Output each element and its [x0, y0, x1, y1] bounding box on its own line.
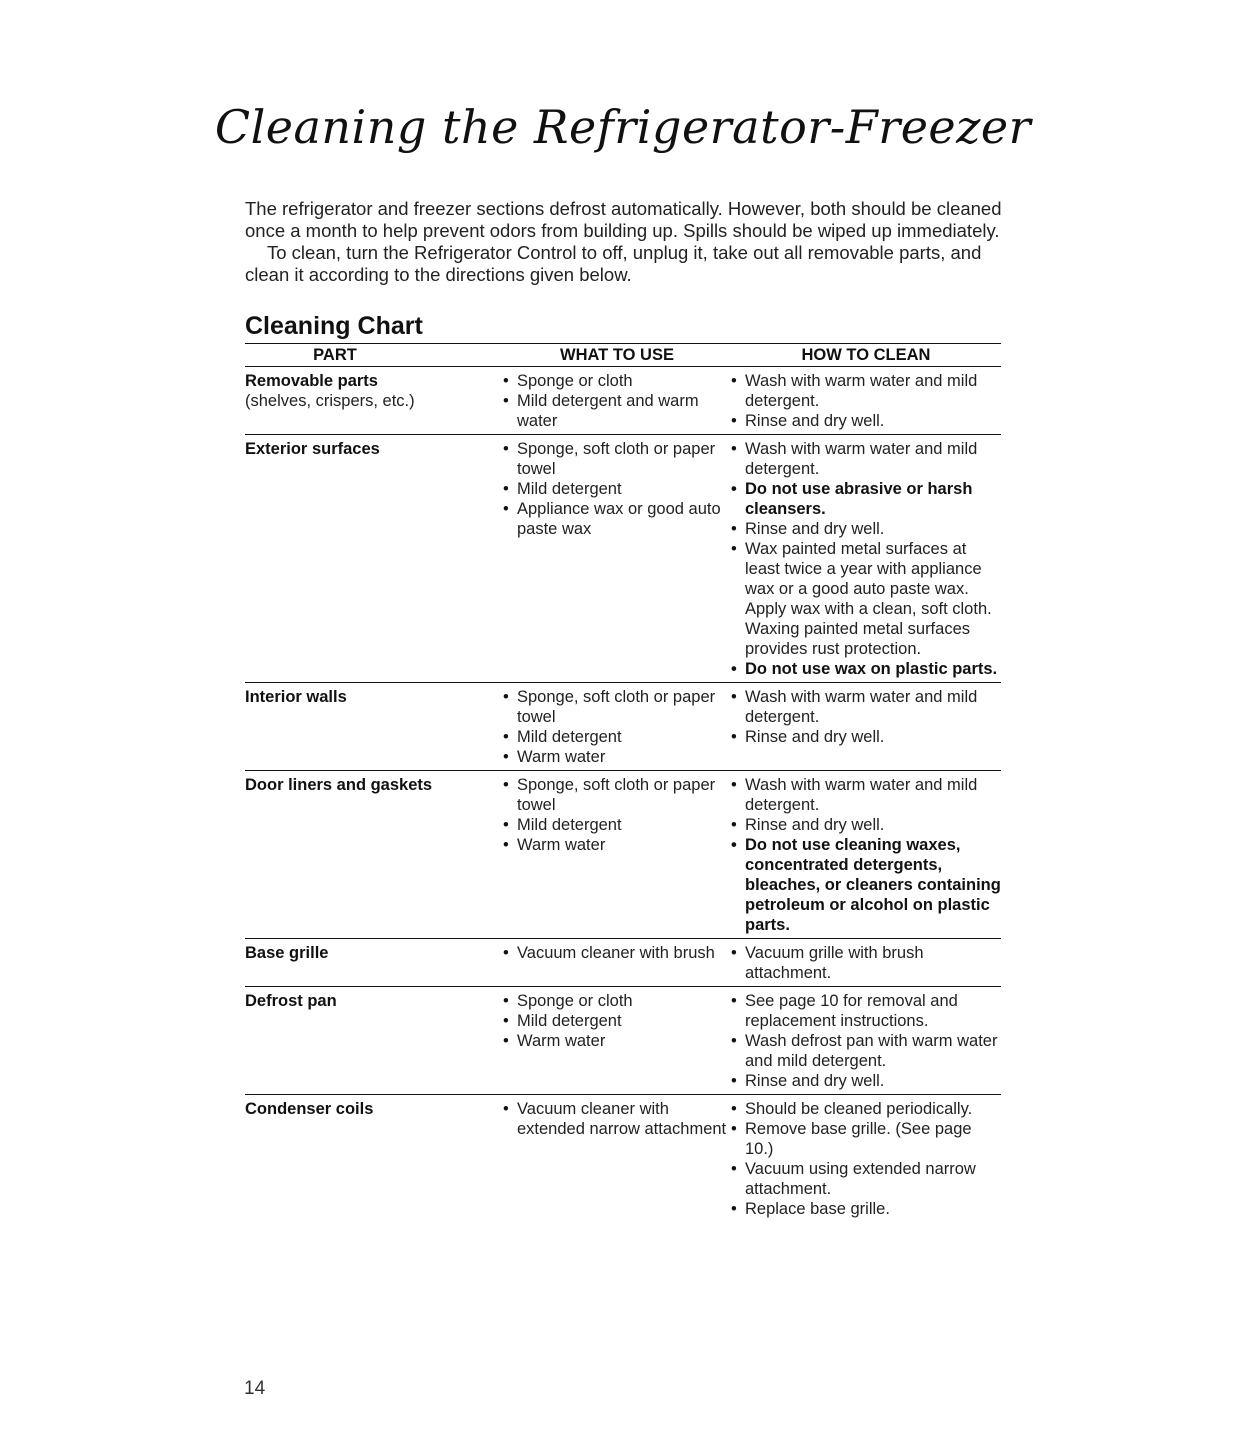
- what-to-use-cell: [503, 943, 731, 983]
- how-to-clean-item: • Wash with warm water and mild detergent.: [731, 687, 1001, 727]
- part-cell: [245, 371, 503, 431]
- table-row: [245, 367, 1001, 435]
- part-cell: [245, 439, 503, 679]
- how-to-clean-list: [731, 371, 1001, 431]
- what-to-use-item: • Mild detergent: [503, 727, 731, 747]
- intro-paragraph: To clean, turn the Refrigerator Control to off, unplug it, take out all removable parts, and clean it according to the directions given below.: [245, 242, 982, 285]
- how-to-clean-item: • Vacuum grille with brush attachment.: [731, 943, 1001, 983]
- table-row: [245, 771, 1001, 939]
- what-to-use-cell: [503, 991, 731, 1091]
- how-to-clean-item: • Rinse and dry well.: [731, 1071, 1001, 1091]
- what-to-use-list: [503, 991, 731, 1051]
- part-cell: [245, 991, 503, 1091]
- what-to-use-item: • Vacuum cleaner with brush: [503, 943, 731, 963]
- what-to-use-list: [503, 439, 731, 539]
- cleaning-chart-table: [245, 343, 1001, 1222]
- what-to-use-list: [503, 943, 731, 963]
- what-to-use-item: • Sponge, soft cloth or paper towel: [503, 687, 731, 727]
- what-to-use-item: • Mild detergent: [503, 815, 731, 835]
- part-name: Removable parts: [245, 372, 378, 390]
- what-to-use-cell: [503, 775, 731, 935]
- how-to-clean-item: • Rinse and dry well.: [731, 519, 1001, 539]
- how-to-clean-list: [731, 1099, 1001, 1219]
- column-header-part: PART: [313, 346, 357, 364]
- how-to-clean-item: • Rinse and dry well.: [731, 727, 1001, 747]
- how-to-clean-cell: [731, 775, 1001, 935]
- table-row: [245, 1095, 1001, 1222]
- column-header-what: WHAT TO USE: [560, 346, 674, 364]
- how-to-clean-list: [731, 991, 1001, 1091]
- how-to-clean-cell: [731, 687, 1001, 767]
- how-to-clean-cell: [731, 1099, 1001, 1219]
- how-to-clean-cell: [731, 991, 1001, 1091]
- what-to-use-item: • Warm water: [503, 747, 731, 767]
- page-title: Cleaning the Refrigerator-Freezer: [214, 100, 1032, 154]
- warning-item: • Do not use cleaning waxes, concentrated detergents, bleaches, or cleaners containing petroleum or alcohol on plastic parts.: [731, 835, 1001, 935]
- how-to-clean-item: • Vacuum using extended narrow attachment.: [731, 1159, 1001, 1199]
- how-to-clean-item: • See page 10 for removal and replacement instructions.: [731, 991, 1001, 1031]
- what-to-use-item: • Appliance wax or good auto paste wax: [503, 499, 731, 539]
- how-to-clean-cell: [731, 439, 1001, 679]
- how-to-clean-list: [731, 775, 1001, 935]
- how-to-clean-list: [731, 687, 1001, 747]
- warning-item: • Do not use abrasive or harsh cleansers.: [731, 479, 1001, 519]
- part-name: Door liners and gaskets: [245, 776, 433, 794]
- how-to-clean-cell: [731, 371, 1001, 431]
- what-to-use-list: [503, 371, 731, 431]
- what-to-use-item: • Sponge, soft cloth or paper towel: [503, 775, 731, 815]
- what-to-use-item: • Mild detergent: [503, 1011, 731, 1031]
- table-row: [245, 939, 1001, 987]
- how-to-clean-cell: [731, 943, 1001, 983]
- warning-item: • Do not use wax on plastic parts.: [731, 659, 1001, 679]
- column-header-how: HOW TO CLEAN: [801, 346, 931, 364]
- how-to-clean-list: [731, 943, 1001, 983]
- what-to-use-list: [503, 775, 731, 855]
- part-name: Defrost pan: [245, 992, 337, 1010]
- how-to-clean-list: [731, 439, 1001, 679]
- how-to-clean-item: • Wash defrost pan with warm water and mild detergent.: [731, 1031, 1001, 1071]
- what-to-use-item: • Mild detergent: [503, 479, 731, 499]
- intro-paragraph: The refrigerator and freezer sections defrost automatically. However, both should be cleaned once a month to help prevent odors from building up. Spills should be wiped up immediately.: [245, 198, 1002, 241]
- page-number: 14: [244, 1378, 266, 1399]
- part-name: Interior walls: [245, 688, 347, 706]
- how-to-clean-item: • Remove base grille. (See page 10.): [731, 1119, 1001, 1159]
- table-row: [245, 435, 1001, 683]
- what-to-use-cell: [503, 439, 731, 679]
- part-cell: [245, 943, 503, 983]
- what-to-use-list: [503, 687, 731, 767]
- how-to-clean-item: • Replace base grille.: [731, 1199, 1001, 1219]
- part-name: Base grille: [245, 944, 329, 962]
- chart-heading: Cleaning Chart: [245, 312, 423, 340]
- table-row: [245, 987, 1001, 1095]
- how-to-clean-item: • Wash with warm water and mild detergent.: [731, 439, 1001, 479]
- how-to-clean-item: • Rinse and dry well.: [731, 411, 1001, 431]
- how-to-clean-item: • Should be cleaned periodically.: [731, 1099, 1001, 1119]
- part-cell: [245, 1099, 503, 1219]
- how-to-clean-item: • Wash with warm water and mild detergent.: [731, 371, 1001, 411]
- what-to-use-item: • Sponge or cloth: [503, 991, 731, 1011]
- how-to-clean-item: • Wax painted metal surfaces at least twice a year with appliance wax or a good auto paste wax. Apply wax with a clean, soft cloth. Waxing painted metal surfaces provides rust protection.: [731, 539, 1001, 659]
- part-cell: [245, 775, 503, 935]
- part-name: Condenser coils: [245, 1100, 374, 1118]
- table-row: [245, 683, 1001, 771]
- part-cell: [245, 687, 503, 767]
- intro-text: [245, 198, 1005, 286]
- what-to-use-item: • Mild detergent and warm water: [503, 391, 731, 431]
- how-to-clean-item: • Rinse and dry well.: [731, 815, 1001, 835]
- what-to-use-item: • Sponge or cloth: [503, 371, 731, 391]
- what-to-use-item: • Warm water: [503, 1031, 731, 1051]
- what-to-use-item: • Warm water: [503, 835, 731, 855]
- what-to-use-cell: [503, 1099, 731, 1219]
- how-to-clean-item: • Wash with warm water and mild detergent.: [731, 775, 1001, 815]
- part-name: Exterior surfaces: [245, 440, 380, 458]
- what-to-use-item: • Sponge, soft cloth or paper towel: [503, 439, 731, 479]
- what-to-use-cell: [503, 371, 731, 431]
- part-subtitle: (shelves, crispers, etc.): [245, 392, 415, 410]
- what-to-use-cell: [503, 687, 731, 767]
- what-to-use-item: • Vacuum cleaner with extended narrow attachment: [503, 1099, 731, 1139]
- table-header: [245, 343, 1001, 367]
- table-body: [245, 367, 1001, 1222]
- what-to-use-list: [503, 1099, 731, 1139]
